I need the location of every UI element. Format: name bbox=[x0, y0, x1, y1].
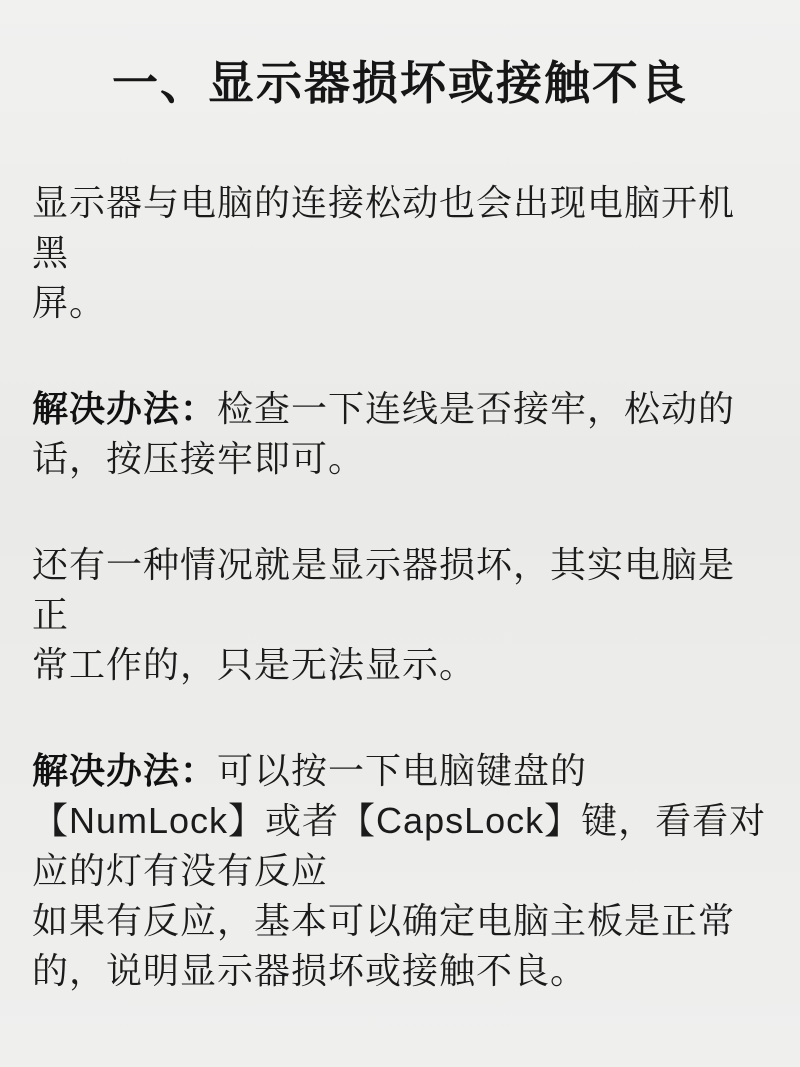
solution-label: 解决办法： bbox=[32, 750, 218, 791]
article-body bbox=[32, 178, 768, 996]
page-title: 一、显示器损坏或接触不良 bbox=[112, 57, 688, 109]
paragraph: 还有一种情况就是显示器损坏，其实电脑是正 常工作的，只是无法显示。 bbox=[32, 544, 736, 685]
solution-label: 解决办法： bbox=[32, 388, 218, 429]
solution-paragraph: 解决办法：检查一下连线是否接牢，松动的 话，按压接牢即可。 bbox=[32, 388, 736, 479]
paragraph: 显示器与电脑的连接松动也会出现电脑开机黑 屏。 bbox=[32, 182, 736, 323]
solution-paragraph: 解决办法：可以按一下电脑键盘的 【NumLock】或者【CapsLock】键，看看对 应的灯有没有反应 如果有反应，基本可以确定电脑主板是正常 的，说明显示器损坏或接触不良。 bbox=[32, 750, 767, 991]
